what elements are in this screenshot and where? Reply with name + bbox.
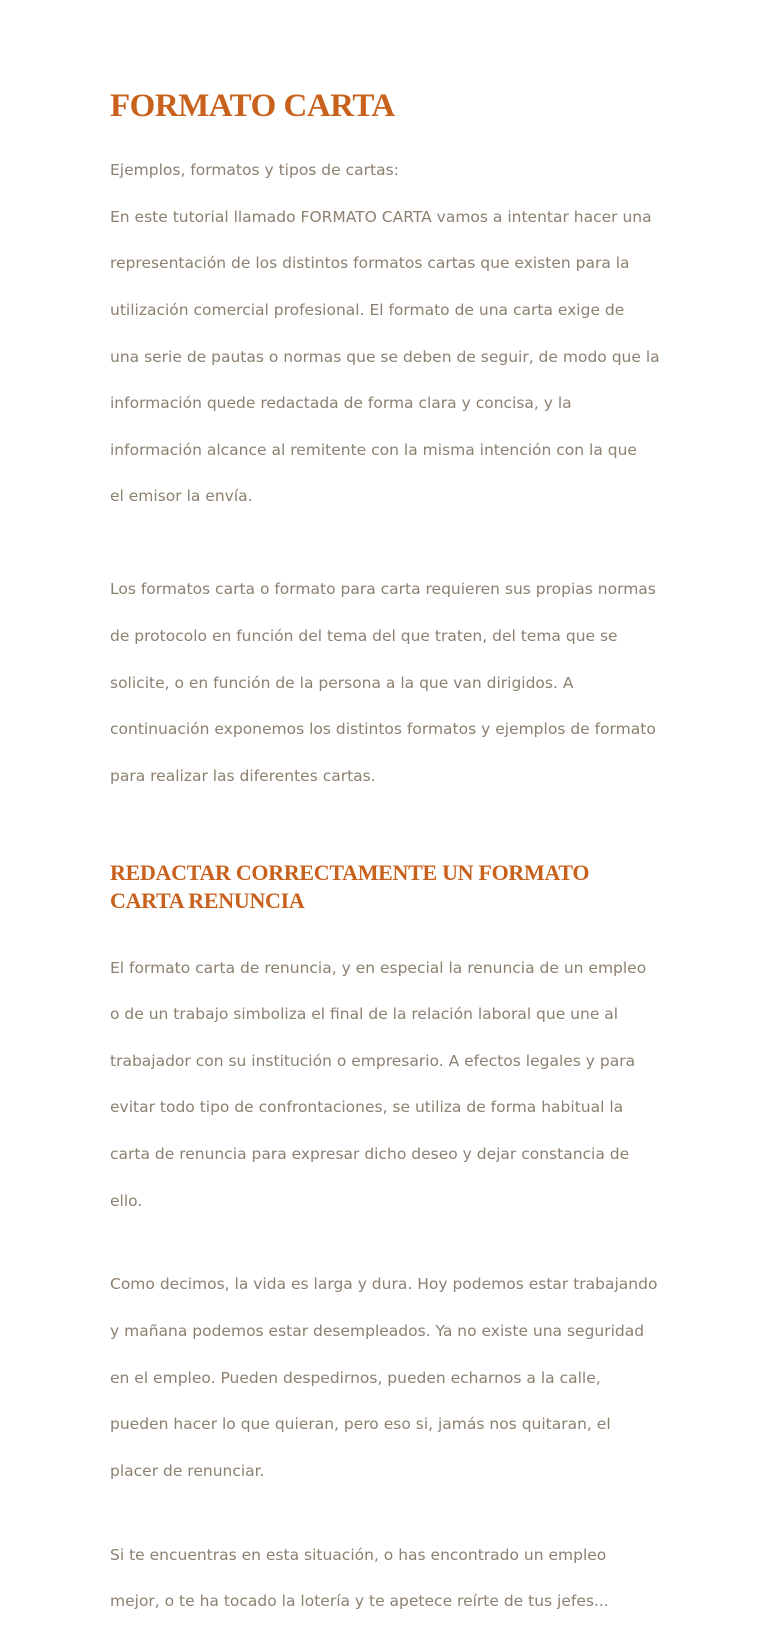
text-line: mejor, o te ha tocado la lotería y te apetece reírte de tus jefes... <box>110 1592 609 1611</box>
body-paragraph <box>110 1520 670 1636</box>
text-line: evitar todo tipo de confrontaciones, se utiliza de forma habitual la <box>110 1098 624 1117</box>
text-line: para realizar las diferentes cartas. <box>110 766 376 785</box>
text-line: representación de los distintos formatos cartas que existen para la <box>110 254 630 273</box>
text-line: o de un trabajo simboliza el final de la relación laboral que une al <box>110 1005 619 1024</box>
text-line: una serie de pautas o normas que se deben de seguir, de modo que la <box>110 347 660 366</box>
text-line: el emisor la envía. <box>110 487 253 506</box>
text-line: En este tutorial llamado FORMATO CARTA vamos a intentar hacer una <box>110 207 652 226</box>
text-line: continuación exponemos los distintos formatos y ejemplos de formato <box>110 720 656 739</box>
text-line: Los formatos carta o formato para carta requieren sus propias normas <box>110 580 656 599</box>
text-line: información quede redactada de forma clara y concisa, y la <box>110 394 572 413</box>
text-line: pueden hacer lo que quieran, pero eso si, jamás nos quitaran, el <box>110 1415 611 1434</box>
text-line: información alcance al remitente con la misma intención con la que <box>110 440 637 459</box>
heading-line: CARTA RENUNCIA <box>110 888 305 914</box>
body-paragraph <box>110 555 670 811</box>
heading-line: REDACTAR CORRECTAMENTE UN FORMATO <box>110 860 590 886</box>
page-title: FORMATO CARTA <box>110 88 395 124</box>
text-line: placer de renunciar. <box>110 1461 265 1480</box>
body-paragraph <box>110 1250 670 1506</box>
intro-paragraph <box>110 136 670 532</box>
text-line: y mañana podemos estar desempleados. Ya no existe una seguridad <box>110 1322 645 1341</box>
text-line: ello. <box>110 1191 143 1210</box>
section-heading <box>110 859 670 915</box>
text-line: carta de renuncia para expresar dicho deseo y dejar constancia de <box>110 1144 630 1163</box>
text-line: utilización comercial profesional. El formato de una carta exige de <box>110 301 625 320</box>
body-paragraph <box>110 933 670 1236</box>
document-page <box>110 86 670 1637</box>
text-line: Si te encuentras en esta situación, o has encontrado un empleo <box>110 1545 607 1564</box>
text-line: de protocolo en función del tema del que traten, del tema que se <box>110 626 618 645</box>
text-line: trabajador con su institución o empresario. A efectos legales y para <box>110 1051 636 1070</box>
text-line: El formato carta de renuncia, y en especial la renuncia de un empleo <box>110 958 647 977</box>
text-line: solicite, o en función de la persona a la que van dirigidos. A <box>110 673 574 692</box>
text-line: Ejemplos, formatos y tipos de cartas: <box>110 161 399 180</box>
text-line: Como decimos, la vida es larga y dura. Hoy podemos estar trabajando <box>110 1275 658 1294</box>
text-line: en el empleo. Pueden despedirnos, pueden echarnos a la calle, <box>110 1368 601 1387</box>
